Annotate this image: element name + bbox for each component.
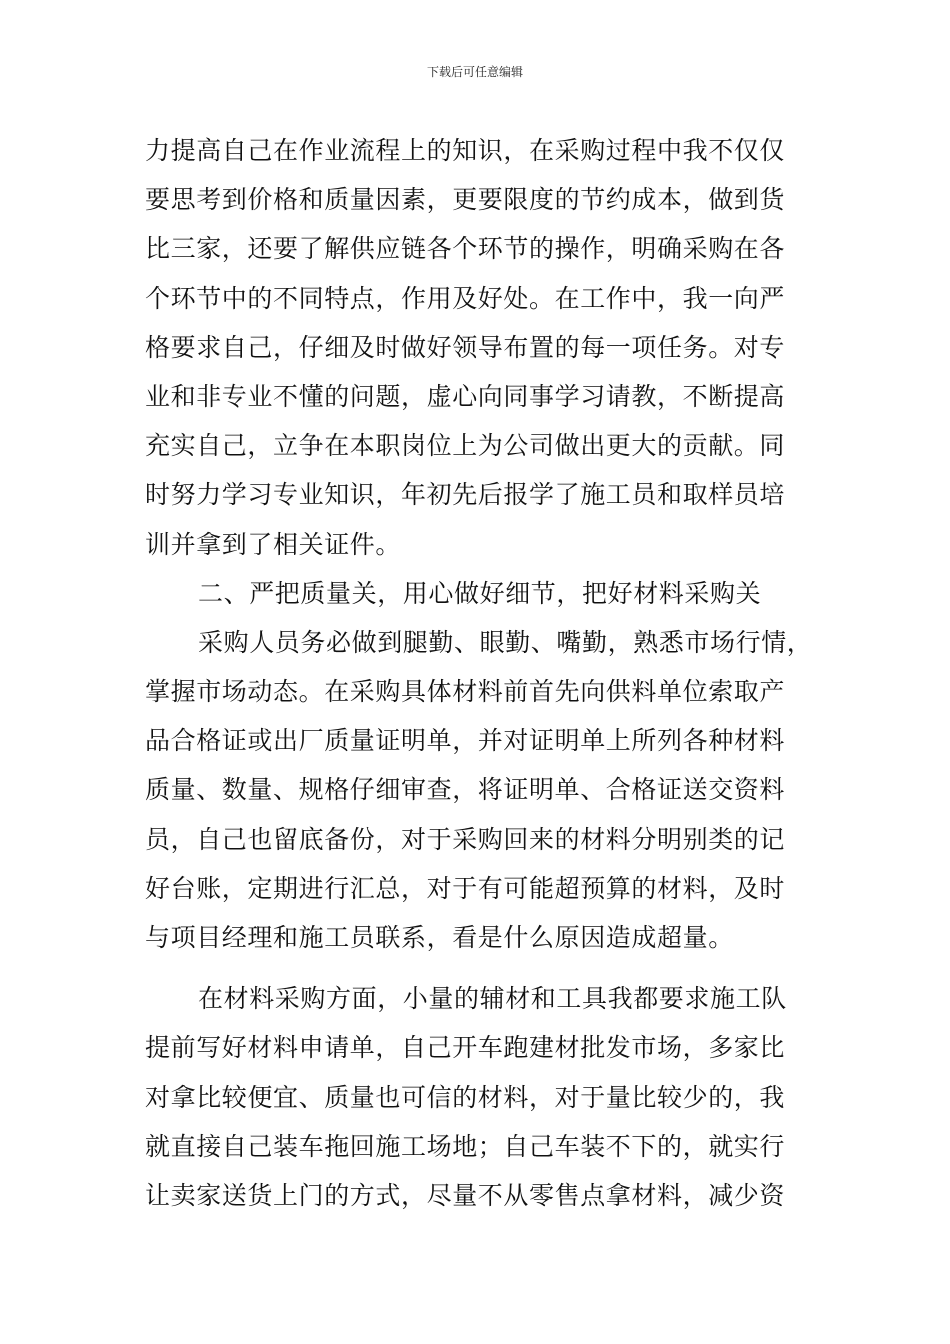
text-line: 充实自己，立争在本职岗位上为公司做出更大的贡献。同 [145, 431, 786, 461]
text-line: 时努力学习专业知识，年初先后报学了施工员和取样员培 [145, 480, 786, 510]
paragraph-spacer [145, 962, 825, 974]
text-line: 就直接自己装车拖回施工场地；自己车装不下的，就实行 [145, 1131, 786, 1161]
text-line: 业和非专业不懂的问题，虚心向同事学习请教，不断提高 [145, 381, 786, 411]
text-line: 力提高自己在作业流程上的知识，在采购过程中我不仅仅 [145, 136, 786, 165]
text-line: 掌握市场动态。在采购具体材料前首先向供料单位索取产 [145, 677, 786, 707]
text-line: 采购人员务必做到腿勤、眼勤、嘴勤，熟悉市场行情， [198, 627, 813, 657]
paragraph-2 [145, 618, 825, 962]
text-line: 提前写好材料申请单，自己开车跑建材批发市场，多家比 [145, 1033, 786, 1063]
text-line: 让卖家送货上门的方式，尽量不从零售点拿材料，减少资 [145, 1180, 786, 1210]
text-line: 格要求自己，仔细及时做好领导布置的每一项任务。对专 [145, 332, 786, 362]
text-line: 与项目经理和施工员联系，看是什么原因造成超量。 [145, 923, 734, 952]
document-body [145, 126, 825, 1220]
text-line: 品合格证或出厂质量证明单，并对证明单上所列各种材料 [145, 726, 786, 756]
text-line: 个环节中的不同特点，作用及好处。在工作中，我一向严 [145, 283, 786, 313]
text-line: 要思考到价格和质量因素，更要限度的节约成本，做到货 [145, 185, 786, 215]
text-line: 比三家，还要了解供应链各个环节的操作，明确采购在各 [145, 234, 786, 264]
text-line: 员，自己也留底备份，对于采购回来的材料分明别类的记 [145, 824, 786, 854]
text-line: 对拿比较便宜、质量也可信的材料，对于量比较少的，我 [145, 1082, 786, 1112]
text-line: 在材料采购方面，小量的辅材和工具我都要求施工队 [198, 984, 787, 1014]
page-header: 下载后可任意编辑 [426, 65, 523, 79]
text-line: 好台账，定期进行汇总，对于有可能超预算的材料，及时 [145, 873, 786, 903]
section-heading: 二、严把质量关，用心做好细节，把好材料采购关 [198, 578, 762, 608]
paragraph-3 [145, 974, 825, 1220]
paragraph-1 [145, 126, 825, 569]
text-line: 质量、数量、规格仔细审查，将证明单、合格证送交资料 [145, 775, 786, 805]
text-line: 训并拿到了相关证件。 [145, 529, 402, 559]
